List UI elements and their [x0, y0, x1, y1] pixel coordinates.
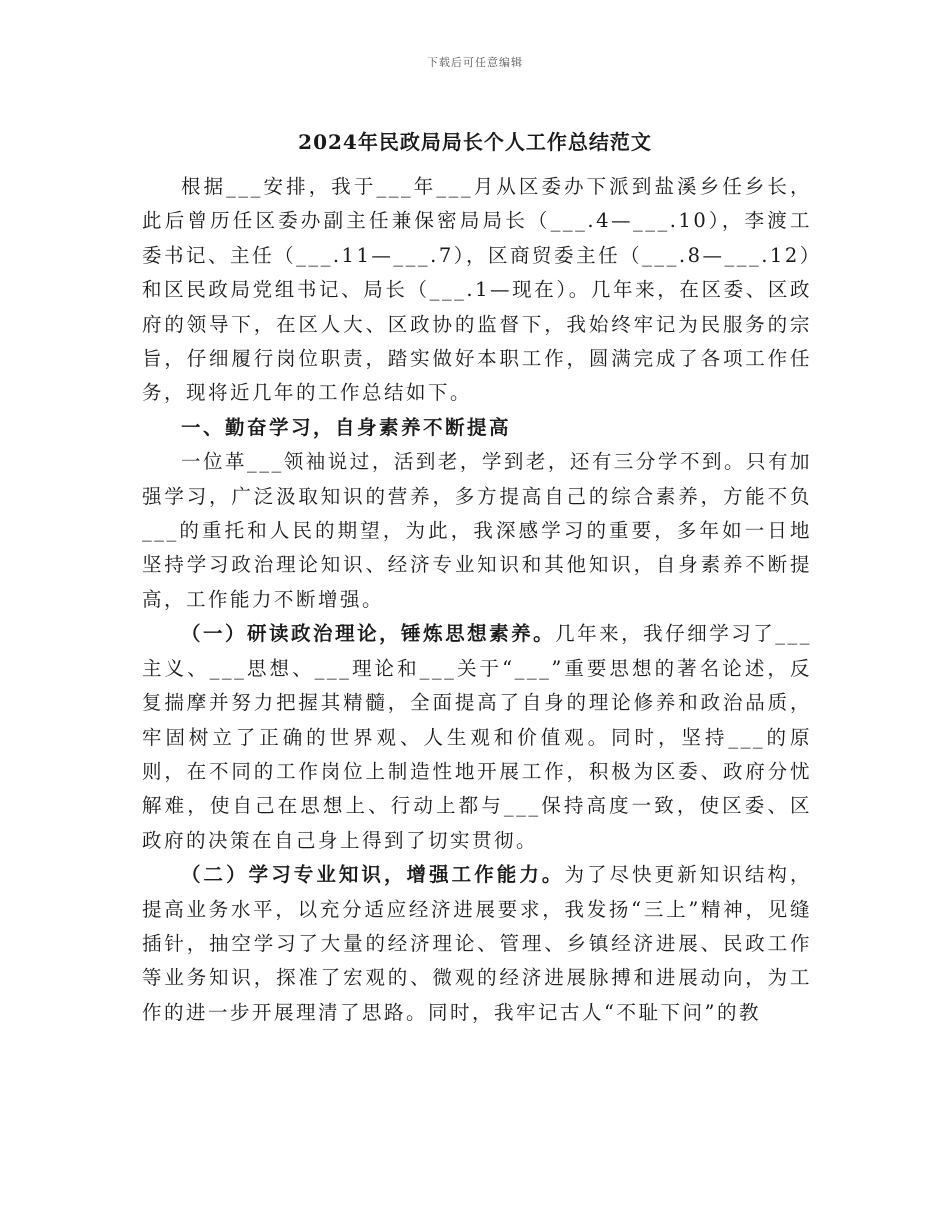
- subsection-heading: （二）学习专业知识，增强工作能力。: [181, 863, 565, 887]
- subsection-paragraph: [142, 617, 812, 858]
- header-note: 下载后可任意编辑: [427, 56, 523, 69]
- subsection-text: 为了尽快更新知识结构，提高业务水平，以充分适应经济进展要求，我发扬“三上”精神，见缝插针，抽空学习了大量的经济理论、管理、乡镇经济进展、民政工作等业务知识，探准了宏观的、微观的经济进展脉搏和进展动向，为工作的进一步开展理清了思路。同时，我牢记古人“不耻下问”的教: [142, 863, 812, 1024]
- section-heading: 一、勤奋学习，自身素养不断提高: [181, 415, 512, 439]
- section-paragraph: 一位革___领袖说过，活到老，学到老，还有三分学不到。只有加强学习，广泛汲取知识的营养，多方提高自己的综合素养，方能不负___的重托和人民的期望，为此，我深感学习的重要，多年如一日地坚持学习政治理论知识、经济专业知识和其他知识，自身素养不断提高，工作能力不断增强。: [142, 450, 812, 611]
- subsection-paragraph: [142, 858, 812, 1030]
- intro-paragraph: 根据___安排，我于___年___月从区委办下派到盐溪乡任乡长，此后曾历任区委办副主任兼保密局局长（___.4—___.10），李渡工委书记、主任（___.11—___.7），区商贸委主任（___.8—___.12）和区民政局党组书记、局长（___.1—现在）。几年来，在区委、区政府的领导下，在区人大、区政协的监督下，我始终牢记为民服务的宗旨，仔细履行岗位职责，踏实做好本职工作，圆满完成了各项工作任务，现将近几年的工作总结如下。: [142, 175, 812, 405]
- subsection-heading: （一）研读政治理论，锤炼思想素养。: [181, 622, 556, 646]
- document-body: [142, 170, 812, 1030]
- subsection-text: 几年来，我仔细学习了___主义、___思想、___理论和___关于“___”重要思想的著名论述，反复揣摩并努力把握其精髓，全面提高了自身的理论修养和政治品质，牢固树立了正确的世界观、人生观和价值观。同时，坚持___的原则，在不同的工作岗位上制造性地开展工作，积极为区委、政府分忧解难，使自己在思想上、行动上都与___保持高度一致，使区委、区政府的决策在自己身上得到了切实贯彻。: [142, 622, 812, 852]
- document-title: 2024年民政局局长个人工作总结范文: [298, 130, 652, 154]
